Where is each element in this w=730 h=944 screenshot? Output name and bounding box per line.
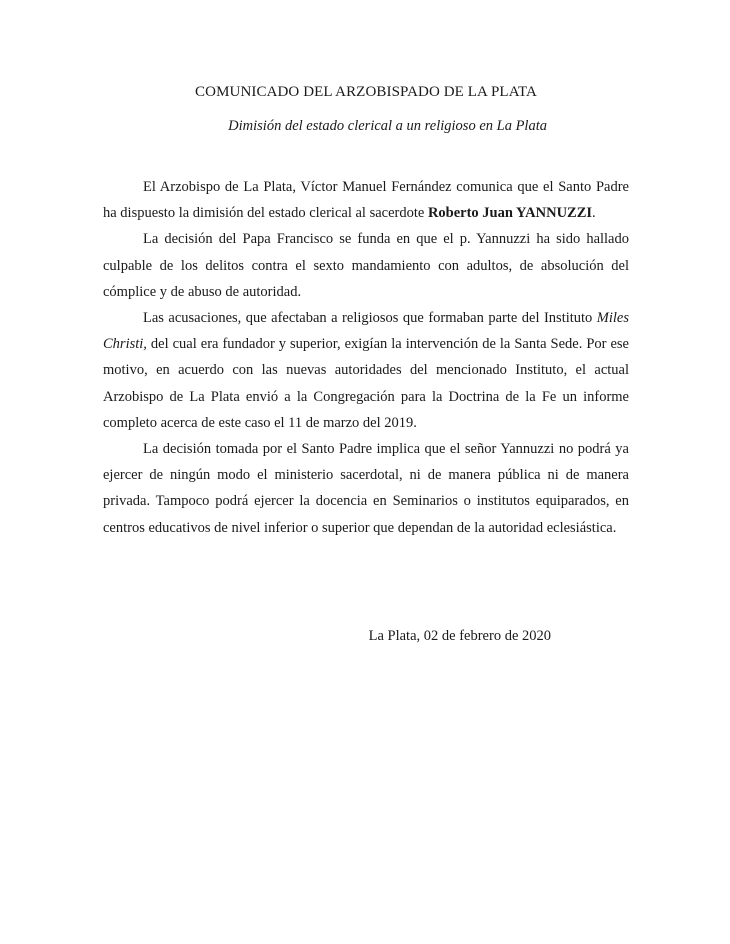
paragraph-3-text-before: Las acusaciones, que afectaban a religiosos que formaban parte del Instituto	[143, 310, 597, 327]
paragraph-3-text-after: del cual era fundador y superior, exigían la intervención de la Santa Sede. Por ese motivo, en acuerdo con las nuevas autoridades del mencionado Instituto, el actual Arzobispo de La Plata envió a la Congregación para la Doctrina de la Fe un informe completo acerca de este caso el 11 de marzo del 2019.	[103, 336, 629, 431]
paragraph-1	[103, 174, 629, 226]
paragraph-1-text-after: .	[592, 205, 596, 222]
paragraph-1-text-before: El Arzobispo de La Plata, Víctor Manuel Fernández comunica que el Santo Padre ha dispuesto la dimisión del estado clerical al sacerdote	[103, 179, 629, 222]
signature-date: La Plata, 02 de febrero de 2020	[368, 628, 551, 644]
document-title: COMUNICADO DEL ARZOBISPADO DE LA PLATA	[195, 84, 537, 100]
priest-name: Roberto Juan YANNUZZI	[427, 205, 593, 222]
document-body	[103, 174, 629, 541]
institute-name: Miles Christi,	[103, 310, 629, 353]
paragraph-2: La decisión del Papa Francisco se funda en que el p. Yannuzzi ha sido hallado culpable de los delitos contra el sexto mandamiento con adultos, de absolución del cómplice y de abuso de autoridad.	[103, 231, 629, 300]
document-subtitle: Dimisión del estado clerical a un religioso en La Plata	[228, 118, 547, 134]
paragraph-4: La decisión tomada por el Santo Padre implica que el señor Yannuzzi no podrá ya ejercer de ningún modo el ministerio sacerdotal, ni de manera pública ni de manera privada. Tampoco podrá ejercer la docencia en Seminarios o institutos equiparados, en centros educativos de nivel inferior o superior que dependan de la autoridad eclesiástica.	[103, 441, 629, 536]
paragraph-3	[103, 305, 629, 436]
